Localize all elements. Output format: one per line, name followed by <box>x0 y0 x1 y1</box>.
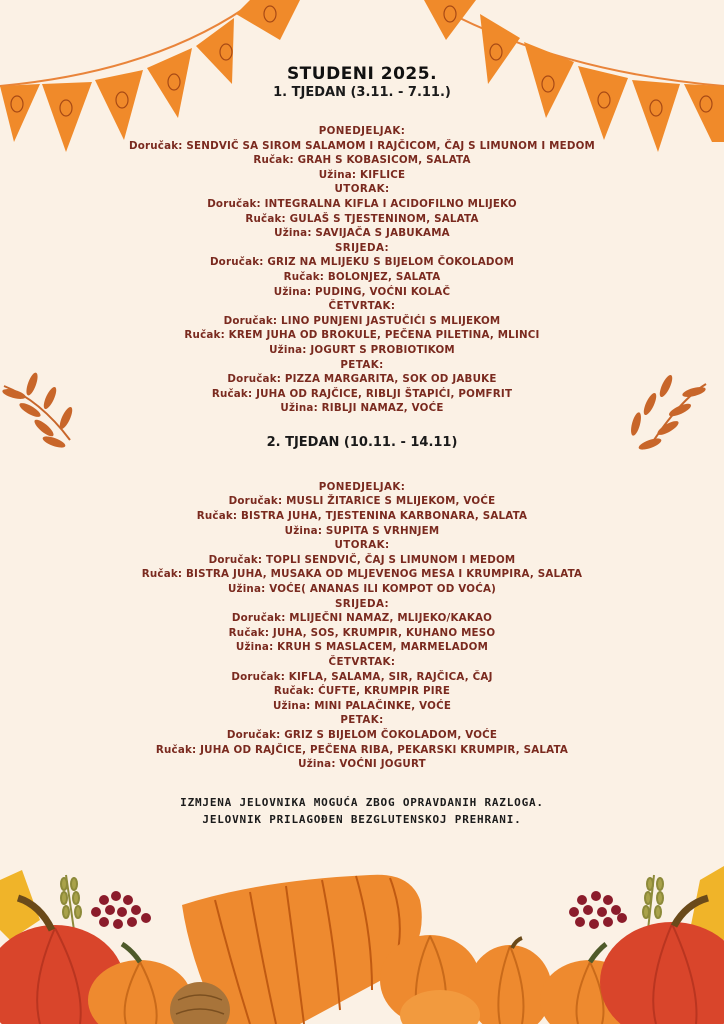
day-label: UTORAK: <box>334 183 390 196</box>
menu-line: Užina: PUDING, VOĆNI KOLAČ <box>273 285 451 298</box>
menu-line: Užina: MINI PALAČINKE, VOĆE <box>272 699 452 712</box>
menu-line: Ručak: BISTRA JUHA, MUSAKA OD MLJEVENOG MESA I KRUMPIRA, SALATA <box>141 568 583 581</box>
pumpkin-icon <box>468 938 552 1024</box>
day-label: SRIJEDA: <box>334 597 390 610</box>
menu-line: Doručak: INTEGRALNA KIFLA I ACIDOFILNO MLIJEKO <box>207 197 517 210</box>
page-title: STUDENI 2025. <box>286 64 438 84</box>
day-label: PONEDJELJAK: <box>318 125 406 137</box>
day-label: PETAK: <box>340 358 384 371</box>
menu-line: Ručak: BISTRA JUHA, TJESTENINA KARBONARA, SALATA <box>196 510 528 523</box>
menu-line: Užina: VOĆE( ANANAS ILI KOMPOT OD VOĆA) <box>227 583 497 596</box>
menu-line: Užina: KRUH S MASLACEM, MARMELADOM <box>235 641 489 654</box>
gluten-free-notice: JELOVNIK PRILAGOĐEN BEZGLUTENSKOJ PREHRANI. <box>202 812 522 826</box>
menu-line: Doručak: TOPLI SENDVIČ, ČAJ S LIMUNOM I MEDOM <box>208 553 516 566</box>
day-label: ČETVRTAK: <box>328 300 396 313</box>
week-1-menu <box>0 124 724 416</box>
day-label: PETAK: <box>340 714 384 727</box>
menu-line: Užina: SUPITA S VRHNJEM <box>284 524 440 537</box>
menu-line: Užina: JOGURT S PROBIOTIKOM <box>269 343 455 356</box>
menu-line: Užina: KIFLICE <box>318 168 406 181</box>
menu-line: Doručak: MLIJEČNI NAMAZ, MLIJEKO/KAKAO <box>231 612 493 625</box>
day-label: UTORAK: <box>334 539 390 552</box>
harvest-illustration <box>0 866 724 1024</box>
menu-line: Doručak: MUSLI ŽITARICE S MLIJEKOM, VOĆE <box>228 495 496 508</box>
week-2-heading: 2. TJEDAN (10.11. - 14.11) <box>266 434 458 450</box>
day-label: PONEDJELJAK: <box>318 480 406 493</box>
menu-line: Užina: SAVIJAČA S JABUKAMA <box>274 227 450 240</box>
menu-change-notice: IZMJENA JELOVNIKA MOGUĆA ZBOG OPRAVDANIH RAZLOGA. <box>180 795 544 809</box>
menu-line: Ručak: BOLONJEZ, SALATA <box>283 270 441 283</box>
menu-line: Ručak: GULAŠ S TJESTENINOM, SALATA <box>245 212 479 225</box>
menu-content <box>0 64 724 828</box>
menu-line: Doručak: PIZZA MARGARITA, SOK OD JABUKE <box>227 373 497 386</box>
day-label: SRIJEDA: <box>334 241 390 254</box>
menu-line: Ručak: GRAH S KOBASICOM, SALATA <box>253 154 471 167</box>
menu-line: Doručak: GRIZ NA MLIJEKU S BIJELOM ČOKOLADOM <box>209 256 515 269</box>
week-2-menu <box>0 480 724 772</box>
menu-line: Ručak: JUHA OD RAJČICE, RIBLJI ŠTAPIĆI, POMFRIT <box>211 387 513 400</box>
week-1-heading: 1. TJEDAN (3.11. - 7.11.) <box>273 85 451 100</box>
menu-line: Ručak: ĆUFTE, KRUMPIR PIRE <box>273 685 451 698</box>
menu-line: Užina: VOĆNI JOGURT <box>298 758 426 771</box>
menu-line: Doručak: KIFLA, SALAMA, SIR, RAJČICA, ČAJ <box>231 670 493 683</box>
menu-line: Doručak: GRIZ S BIJELOM ČOKOLADOM, VOĆE <box>226 728 498 741</box>
day-label: ČETVRTAK: <box>328 656 396 668</box>
menu-line: Doručak: LINO PUNJENI JASTUČIĆI S MLIJEKOM <box>223 314 501 327</box>
menu-line: Užina: RIBLJI NAMAZ, VOĆE <box>280 402 444 415</box>
menu-line: Doručak: SENDVIČ SA SIROM SALAMOM I RAJČICOM, ČAJ S LIMUNOM I MEDOM <box>128 139 596 152</box>
menu-line: Ručak: KREM JUHA OD BROKULE, PEČENA PILETINA, MLINCI <box>184 329 540 342</box>
menu-line: Ručak: JUHA, SOS, KRUMPIR, KUHANO MESO <box>228 626 496 639</box>
menu-line: Ručak: JUHA OD RAJČICE, PEČENA RIBA, PEKARSKI KRUMPIR, SALATA <box>155 743 569 756</box>
